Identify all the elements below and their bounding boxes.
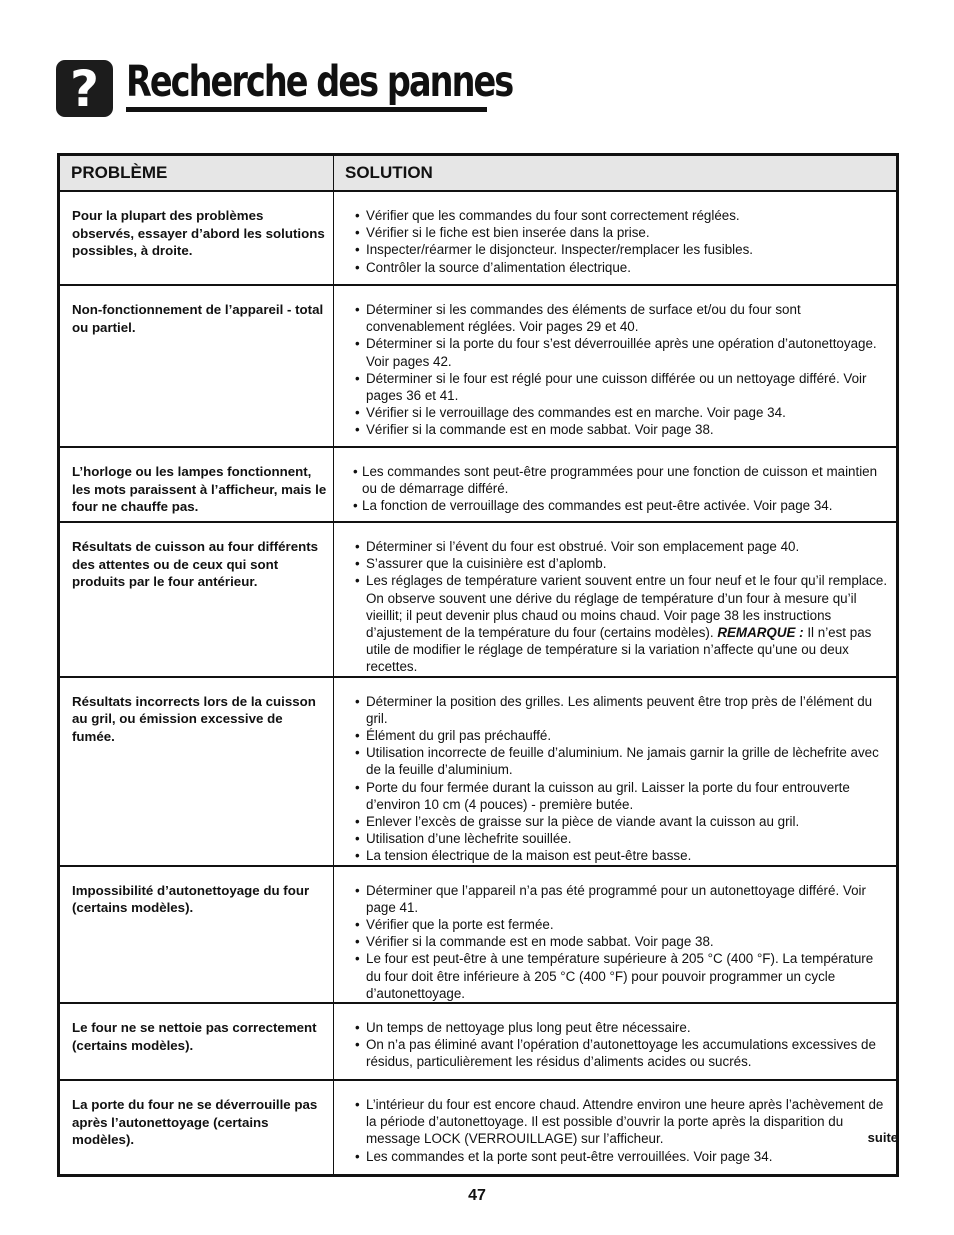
solution-item: • S’assurer que la cuisinière est d’aplomb.	[356, 555, 888, 572]
solution-cell	[334, 677, 898, 866]
problem-cell	[59, 191, 334, 285]
solution-column-header: SOLUTION	[334, 155, 898, 192]
solution-cell	[334, 447, 898, 522]
title-underline	[126, 107, 487, 112]
page-number: 47	[468, 1187, 486, 1204]
solution-item: • Les commandes et la porte sont peut-être verrouillées. Voir page 34.	[356, 1148, 888, 1165]
table-row	[59, 866, 898, 1003]
solution-item: • Utilisation incorrecte de feuille d’aluminium. Ne jamais garnir la grille de lèchefrite avec de la feuille d’aluminium.	[356, 744, 888, 778]
solution-item: • Les commandes sont peut-être programmées pour une fonction de cuisson et maintien ou de démarrage différé.	[354, 463, 888, 497]
solution-item: • Utilisation d’une lèchefrite souillée.	[356, 830, 888, 847]
problem-cell	[59, 1003, 334, 1080]
solution-item: • Élément du gril pas préchauffé.	[356, 727, 888, 744]
solution-list	[334, 1004, 896, 1071]
question-mark-icon: ?	[56, 60, 113, 117]
solution-item: • Le four est peut-être à une température supérieure à 205 °C (400 °F). La température du four doit être inférieure à 205 °C (400 °F) pour pouvoir programmer un cycle d’autonettoyage.	[356, 950, 888, 1002]
solution-item: • Inspecter/réarmer le disjoncteur. Inspecter/remplacer les fusibles.	[356, 241, 888, 258]
solution-cell	[334, 1003, 898, 1080]
problem-text: Pour la plupart des problèmes observés, essayer d’abord les solutions possibles, à droite.	[72, 208, 325, 258]
solution-item: • La tension électrique de la maison est peut-être basse.	[356, 847, 888, 864]
problem-column-header: PROBLÈME	[59, 155, 334, 192]
solution-item: • Déterminer si l’évent du four est obstrué. Voir son emplacement page 40.	[356, 538, 888, 555]
solution-cell	[334, 1080, 898, 1175]
solution-list	[334, 1081, 896, 1165]
solution-item: • Vérifier si la commande est en mode sabbat. Voir page 38.	[356, 933, 888, 950]
solution-item: • Déterminer si les commandes des éléments de surface et/ou du four sont convenablement réglées. Voir pages 29 et 40.	[356, 301, 888, 335]
solution-cell	[334, 191, 898, 285]
solution-item: • Contrôler la source d’alimentation électrique.	[356, 259, 888, 276]
table-row	[59, 191, 898, 285]
solution-item: • Les réglages de température varient souvent entre un four neuf et le four qu’il remplace. On observe souvent une dérive du réglage de température d’un four à mesure qu’il vieillit; il peut devenir plus chaud ou moins chaud. Voir page 38 les instructions d’ajustement de la température du four (certains modèles). REMARQUE : Il n’est pas utile de modifier le réglage de température si la variation n’affecte qu’une ou deux recettes.	[356, 572, 888, 675]
solution-item: • Enlever l’excès de graisse sur la pièce de viande avant la cuisson au gril.	[356, 813, 888, 830]
problem-text: Impossibilité d’autonettoyage du four (certains modèles).	[72, 882, 310, 916]
table-row	[59, 285, 898, 447]
problem-text: Non-fonctionnement de l’appareil - total ou partiel.	[72, 302, 324, 335]
solution-item: • Vérifier si le verrouillage des commandes est en marche. Voir page 34.	[356, 404, 888, 421]
solution-item: • Porte du four fermée durant la cuisson au gril. Laisser la porte du four entrouverte d’environ 10 cm (4 pouces) - première butée.	[356, 779, 888, 813]
remark-label: REMARQUE :	[717, 625, 804, 641]
problem-cell	[59, 1080, 334, 1175]
problem-cell	[59, 285, 334, 447]
solution-item: • Vérifier que la porte est fermée.	[356, 916, 888, 933]
problem-text: Résultats de cuisson au four différents des attentes ou de ceux qui sont produits par le four antérieur.	[72, 539, 319, 589]
problem-text: La porte du four ne se déverrouille pas après l’autonettoyage (certains modèles).	[72, 1097, 318, 1148]
table-row	[59, 1003, 898, 1080]
solution-item: • Déterminer que l’appareil n’a pas été programmé pour un autonettoyage différé. Voir page 41.	[356, 882, 888, 916]
solution-item: • Vérifier que les commandes du four sont correctement réglées.	[356, 207, 888, 224]
solution-item: • Déterminer la position des grilles. Les aliments peuvent être trop près de l’élément du gril.	[356, 693, 888, 727]
troubleshooting-table	[57, 153, 899, 1177]
solution-item: • On n’a pas éliminé avant l’opération d’autonettoyage les accumulations excessives de résidus, particulièrement les résidus d’aliments acides ou sucrés.	[356, 1036, 888, 1070]
solution-item: • L’intérieur du four est encore chaud. Attendre environ une heure après l’achèvement de la période d’autonettoyage. Il est possible d’ouvrir la porte après la disparition du message LOCK (VERROUILLAGE) sur l’afficheur.	[356, 1096, 888, 1148]
table-row	[59, 522, 898, 677]
table-header-row	[59, 155, 898, 192]
problem-text: Le four ne se nettoie pas correctement (certains modèles).	[72, 1020, 317, 1053]
solution-item: • Déterminer si la porte du four s’est déverrouillée après une opération d’autonettoyage. Voir pages 42.	[356, 335, 888, 369]
solution-item: • Déterminer si le four est réglé pour une cuisson différée ou un nettoyage différé. Voir pages 36 et 41.	[356, 370, 888, 404]
solution-list	[334, 286, 896, 439]
solution-cell	[334, 866, 898, 1003]
solution-list	[334, 523, 896, 676]
solution-cell	[334, 522, 898, 677]
solution-list	[334, 448, 896, 515]
solution-list	[334, 192, 896, 276]
continued-label: suite	[867, 1130, 898, 1145]
problem-cell	[59, 447, 334, 522]
solution-cell	[334, 285, 898, 447]
solution-item: • Vérifier si le fiche est bien inserée dans la prise.	[356, 224, 888, 241]
problem-text: Résultats incorrects lors de la cuisson au gril, ou émission excessive de fumée.	[72, 693, 316, 744]
solution-list	[334, 678, 896, 865]
problem-text: L’horloge ou les lampes fonctionnent, les mots paraissent à l’afficheur, mais le four ne chauffe pas.	[72, 464, 327, 514]
solution-item: • Un temps de nettoyage plus long peut être nécessaire.	[356, 1019, 888, 1036]
problem-cell	[59, 522, 334, 677]
page-title: Recherche des pannes	[126, 57, 513, 107]
table-row	[59, 677, 898, 866]
problem-cell	[59, 677, 334, 866]
table-row	[59, 447, 898, 522]
solution-list	[334, 867, 896, 1002]
problem-cell	[59, 866, 334, 1003]
table-row	[59, 1080, 898, 1175]
solution-item: • La fonction de verrouillage des commandes est peut-être activée. Voir page 34.	[354, 497, 888, 514]
solution-item: • Vérifier si la commande est en mode sabbat. Voir page 38.	[356, 421, 888, 438]
